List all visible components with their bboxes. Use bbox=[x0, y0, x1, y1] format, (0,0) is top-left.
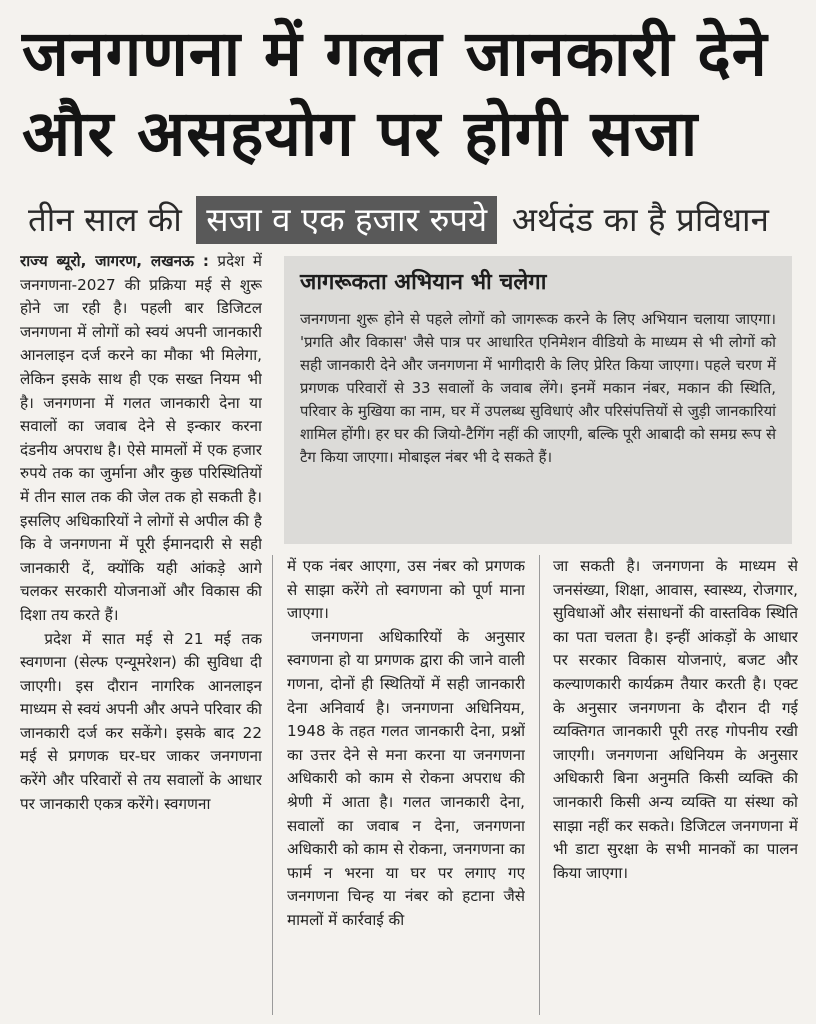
headline: जनगणना में गलत जानकारी देने और असहयोग पर होगी सजा bbox=[22, 17, 768, 170]
sidebar-box bbox=[284, 256, 792, 544]
article-column-1 bbox=[20, 250, 262, 1020]
column1-paragraph-1 bbox=[20, 250, 262, 628]
column2-paragraph-2: जनगणना अधिकारियों के अनुसार स्वगणना हो या प्रगणक द्वारा की जाने वाली गणना, दोनों ही स्थितियों में सही जानकारी देना अनिवार्य है। जनगणना अधिनियम, 1948 के तहत गलत जानकारी देना, प्रश्नों का उत्तर देने से मना करना या जनगणना अधिकारी को काम से रोकना अपराध की श्रेणी में आता है। गलत जानकारी देना, सवालों का जवाब न देना, जनगणना अधिकारी को काम से रोकना, जनगणना का फार्म न भरना या घर पर लगाए गए जनगणना चिन्ह या नंबर को हटाना जैसे मामलों में कार्रवाई की bbox=[287, 627, 525, 929]
column-divider-2 bbox=[539, 555, 540, 1015]
column3-paragraph-1: जा सकती है। जनगणना के माध्यम से जनसंख्या, शिक्षा, आवास, स्वास्थ्य, रोजगार, सुविधाओं और संसाधनों की वास्तविक स्थिति का पता चलता है। इन्हीं आंकड़ों के आधार पर सरकार विकास योजनाएं, बजट और कल्याणकारी कार्यक्रम तैयार करती है। एक्ट के अनुसार जनगणना के दौरान दी गई व्यक्तिगत जानकारी पूरी तरह गोपनीय रखी जाएगी। जनगणना अधिनियम के अनुसार अधिकारी बिना अनुमति किसी व्यक्ति की जानकारी किसी अन्य व्यक्ति या संस्था को साझा नहीं कर सकते। डिजिटल जनगणना में भी डाटा सुरक्षा के सभी मानकों का पालन किया जाएगा। bbox=[553, 557, 798, 882]
subhead-after: अर्थदंड का है प्रविधान bbox=[511, 200, 769, 239]
column-divider-1 bbox=[272, 555, 273, 1015]
subhead-before: तीन साल की bbox=[28, 200, 182, 239]
column1-paragraph-2: प्रदेश में सात मई से 21 मई तक स्वगणना (सेल्फ एन्यूमरेशन) की सुविधा दी जाएगी। इस दौरान नागरिक आनलाइन माध्यम से स्वयं अपनी और अपने परिवार की जानकारी दर्ज कर सकेंगे। इसके बाद 22 मई से प्रगणक घर-घर जाकर जनगणना करेंगे और परिवारों से तय सवालों के आधार पर जानकारी एकत्र करेंगे। स्वगणना bbox=[20, 629, 262, 813]
article-column-2 bbox=[287, 555, 525, 1020]
subheadline bbox=[28, 196, 808, 244]
column2-paragraph-1: में एक नंबर आएगा, उस नंबर को प्रगणक से साझा करेंगे तो स्वगणना को पूर्ण माना जाएगा। bbox=[287, 557, 525, 623]
sidebar-box-text: जनगणना शुरू होने से पहले लोगों को जागरूक करने के लिए अभियान चलाया जाएगा। 'प्रगति और विकास' जैसे पात्र पर आधारित एनिमेशन वीडियो के माध्यम से भी लोगों को सही जानकारी देने और जनगणना में भागीदारी के लिए प्रेरित किया जाएगा। पहले चरण में प्रगणक परिवारों से 33 सवालों के जवाब लेंगे। इनमें मकान नंबर, मकान की स्थिति, परिवार के मुखिया का नाम, घर में उपलब्ध सुविधाएं और परिसंपत्तियों से जुड़ी जानकारियां शामिल होंगी। हर घर की जियो-टैगिंग नहीं की जाएगी, बल्कि पूरी आबादी को समग्र रूप से टैग किया जाएगा। मोबाइल नंबर भी दे सकते हैं। bbox=[300, 311, 776, 466]
subhead-highlight: सजा व एक हजार रुपये bbox=[196, 196, 497, 244]
sidebar-box-title: जागरूकता अभियान भी चलेगा bbox=[300, 270, 547, 295]
column1-para1-text: प्रदेश में जनगणना-2027 की प्रक्रिया मई से शुरू होने जा रही है। पहली बार डिजिटल जनगणना में लोगों को स्वयं अपनी जानकारी आनलाइन दर्ज करने का मौका भी मिलेगा, लेकिन इसके साथ ही एक सख्त नियम भी है। जनगणना में गलत जानकारी देना या सवालों का जवाब देने से इन्कार करना दंडनीय अपराध है। ऐसे मामलों में एक हजार रुपये तक का जुर्माना और कुछ परिस्थितियों में तीन साल तक की जेल तक हो सकती है। इसलिए अधिकारियों ने लोगों से अपील की है कि वे जनगणना में पूरी ईमानदारी से सही जानकारी दें, क्योंकि यही आंकड़े आगे चलकर सरकारी योजनाओं और विकास की दिशा तय करते हैं। bbox=[20, 252, 262, 624]
article-column-3 bbox=[553, 555, 798, 1020]
dateline: राज्य ब्यूरो, जागरण, लखनऊ : bbox=[20, 252, 209, 270]
